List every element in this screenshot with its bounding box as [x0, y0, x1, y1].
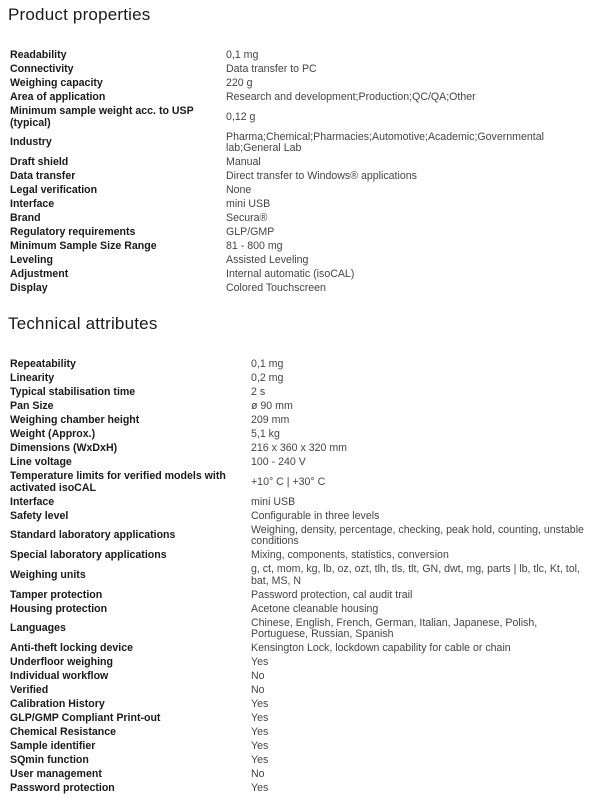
property-value: No [251, 768, 265, 780]
product-properties-heading: Product properties [8, 5, 151, 24]
property-value: Yes [251, 656, 269, 668]
property-value: Assisted Leveling [226, 254, 309, 266]
property-value: Chinese, English, French, German, Italian, Japanese, Polish, Portuguese, Russian, Spanish [251, 616, 538, 640]
table-row [10, 726, 594, 740]
table-row [10, 442, 594, 456]
property-value: Configurable in three levels [251, 509, 380, 522]
property-label: Leveling [10, 254, 53, 266]
property-value: Colored Touchscreen [226, 282, 326, 294]
table-row [10, 684, 594, 698]
technical-attributes-heading: Technical attributes [8, 314, 158, 333]
table-row [10, 414, 594, 428]
table-row [10, 63, 590, 77]
property-label: Legal verification [10, 184, 98, 196]
property-label: Special laboratory applications [10, 549, 167, 561]
property-value: No [251, 670, 265, 682]
property-value: Password protection, cal audit trail [251, 588, 413, 601]
table-row [10, 603, 594, 617]
property-value: Yes [251, 698, 269, 710]
property-label: Dimensions (WxDxH) [10, 442, 118, 454]
property-value: Yes [251, 726, 269, 738]
property-label: Readability [10, 49, 67, 61]
property-value: +10° C | +30° C [251, 475, 326, 488]
table-row [10, 670, 594, 684]
property-value: Yes [251, 712, 269, 724]
property-label: GLP/GMP Compliant Print-out [10, 712, 161, 724]
property-label: Linearity [10, 372, 55, 384]
table-row [10, 428, 594, 442]
table-row [10, 782, 594, 796]
property-value: 2 s [251, 386, 266, 398]
property-label: Sample identifier [10, 740, 96, 752]
property-value: Yes [251, 782, 269, 794]
table-row [10, 740, 594, 754]
property-label: Calibration History [10, 698, 105, 710]
property-value: Kensington Lock, lockdown capability for cable or chain [251, 642, 511, 654]
table-row [10, 386, 594, 400]
property-value: 209 mm [251, 414, 290, 426]
property-value: Pharma;Chemical;Pharmacies;Automotive;Academic;Governmental lab;General Lab [226, 130, 544, 154]
property-label: Typical stabilisation time [10, 386, 136, 398]
property-value: Data transfer to PC [226, 63, 317, 75]
property-value: 0,12 g [226, 110, 256, 123]
property-label: Underfloor weighing [10, 656, 113, 668]
property-label: Display [10, 282, 48, 294]
property-label: Interface [10, 198, 55, 210]
property-label: Weighing capacity [10, 77, 103, 89]
table-row [10, 131, 590, 157]
table-row [10, 254, 590, 268]
table-row [10, 212, 590, 226]
property-label: Minimum sample weight acc. to USP (typical) [10, 105, 194, 129]
property-label: Adjustment [10, 268, 69, 280]
property-value: GLP/GMP [226, 226, 275, 238]
property-label: Temperature limits for verified models with activated isoCAL [10, 470, 226, 494]
property-label: Standard laboratory applications [10, 529, 176, 542]
table-row [10, 524, 594, 550]
property-label: Tamper protection [10, 588, 103, 601]
property-label: Safety level [10, 509, 69, 522]
table-row [10, 510, 594, 524]
property-label: Anti-theft locking device [10, 642, 134, 654]
property-label: Minimum Sample Size Range [10, 240, 157, 252]
property-value: g, ct, mom, kg, lb, oz, ozt, tlh, tls, tlt, GN, dwt, mg, parts | lb, tlc, Kt, tol, bat, MS, N [251, 563, 580, 587]
property-value: Research and development;Production;QC/QA;Other [226, 91, 476, 103]
table-row [10, 496, 594, 510]
table-row [10, 91, 590, 105]
property-value: No [251, 684, 265, 696]
property-value: 0,1 mg [226, 49, 259, 61]
property-value: 0,2 mg [251, 372, 284, 384]
table-row [10, 400, 594, 414]
property-label: Data transfer [10, 170, 76, 182]
table-row [10, 642, 594, 656]
property-value: Manual [226, 156, 261, 168]
property-label: Languages [10, 622, 66, 635]
table-row [10, 198, 590, 212]
property-value: ø 90 mm [251, 400, 293, 412]
table-row [10, 358, 594, 372]
property-value: Yes [251, 740, 269, 752]
table-row [10, 617, 594, 643]
property-value: mini USB [251, 495, 296, 508]
property-value: mini USB [226, 198, 271, 210]
property-label: Regulatory requirements [10, 226, 136, 238]
property-label: User management [10, 768, 102, 780]
property-value: 100 - 240 V [251, 456, 306, 468]
table-row [10, 77, 590, 91]
property-value: Internal automatic (isoCAL) [226, 268, 355, 280]
table-row [10, 563, 594, 589]
property-value: Acetone cleanable housing [251, 602, 379, 615]
property-value: Weighing, density, percentage, checking, peak hold, counting, unstable conditions [251, 523, 584, 547]
table-row [10, 156, 590, 170]
table-row [10, 240, 590, 254]
property-label: Repeatability [10, 358, 76, 370]
table-row [10, 768, 594, 782]
table-row [10, 170, 590, 184]
property-label: Interface [10, 495, 55, 508]
table-row [10, 282, 590, 296]
property-label: Weighing units [10, 568, 86, 581]
property-label: Verified [10, 684, 49, 696]
table-row [10, 589, 594, 603]
property-label: Individual workflow [10, 670, 109, 682]
property-label: Pan Size [10, 400, 54, 412]
property-value: 81 - 800 mg [226, 240, 283, 252]
property-value: 0,1 mg [251, 358, 284, 370]
table-row [10, 712, 594, 726]
property-label: Draft shield [10, 156, 69, 168]
table-row [10, 105, 590, 131]
property-value: Mixing, components, statistics, conversion [251, 549, 449, 561]
table-row [10, 656, 594, 670]
property-value: Yes [251, 754, 269, 766]
property-value: 220 g [226, 77, 253, 89]
property-label: Weight (Approx.) [10, 428, 96, 440]
property-label: Weighing chamber height [10, 414, 140, 426]
table-row [10, 49, 590, 63]
property-label: Area of application [10, 91, 106, 103]
table-row [10, 226, 590, 240]
property-value: 5,1 kg [251, 428, 280, 440]
property-value: 216 x 360 x 320 mm [251, 442, 347, 454]
product-properties-table [10, 49, 590, 296]
property-label: Line voltage [10, 456, 72, 468]
property-value: Direct transfer to Windows® applications [226, 170, 417, 182]
table-row [10, 372, 594, 386]
property-label: Chemical Resistance [10, 726, 116, 738]
table-row [10, 754, 594, 768]
table-row [10, 456, 594, 470]
property-value: Secura® [226, 212, 268, 224]
property-value: None [226, 184, 252, 196]
table-row [10, 549, 594, 563]
table-row [10, 698, 594, 712]
table-row [10, 184, 590, 198]
property-label: Industry [10, 136, 52, 149]
property-label: Brand [10, 212, 41, 224]
property-label: SQmin function [10, 754, 89, 766]
property-label: Housing protection [10, 602, 108, 615]
property-label: Password protection [10, 782, 115, 794]
property-label: Connectivity [10, 63, 74, 75]
table-row [10, 470, 594, 496]
technical-attributes-table [10, 358, 594, 796]
table-row [10, 268, 590, 282]
